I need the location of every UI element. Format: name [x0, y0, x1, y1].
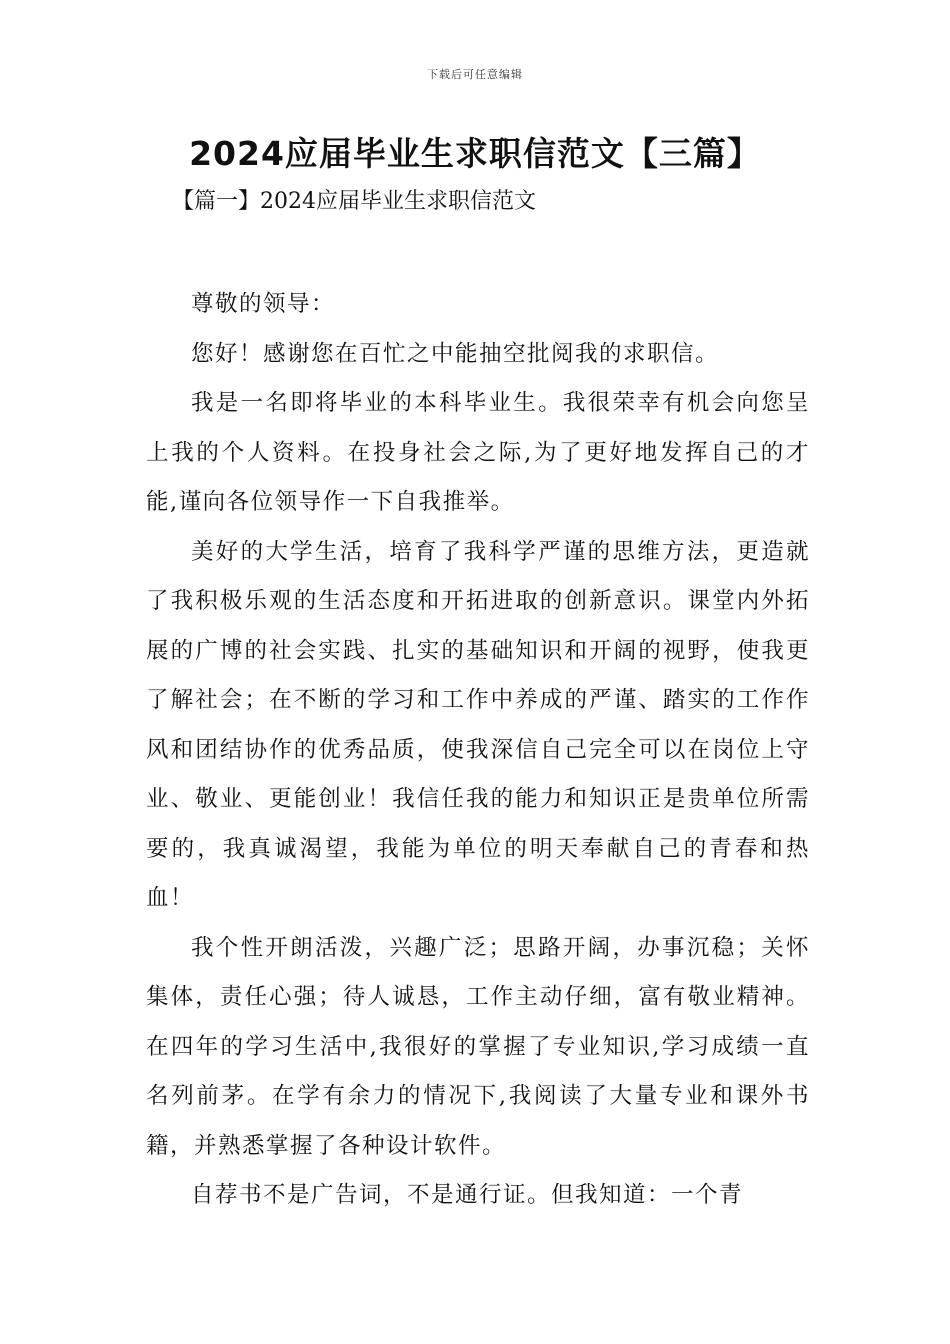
body-paragraph: 我是一名即将毕业的本科毕业生。我很荣幸有机会向您呈上我的个人资料。在投身社会之际,为了更好地发挥自己的才能,谨向各位领导作一下自我推举。: [146, 390, 810, 515]
salutation: 尊敬的领导：: [191, 291, 336, 317]
greeting-paragraph: 您好！感谢您在百忙之中能抽空批阅我的求职信。: [191, 340, 720, 367]
body-paragraph: 我个性开朗活泼，兴趣广泛；思路开阔，办事沉稳；关怀集体，责任心强；待人诚恳，工作主动仔细，富有敬业精神。在四年的学习生活中,我很好的掌握了专业知识,学习成绩一直名列前茅。在学有余力的情况下,我阅读了大量专业和课外书籍，并熟悉掌握了各种设计软件。: [146, 934, 810, 1159]
letter-body: [146, 280, 810, 1221]
header-note: 下载后可任意编辑: [427, 68, 523, 81]
document-title: 2024应届毕业生求职信范文【三篇】: [189, 134, 761, 173]
body-paragraph: 美好的大学生活，培育了我科学严谨的思维方法，更造就了我积极乐观的生活态度和开拓进取的创新意识。课堂内外拓展的广博的社会实践、扎实的基础知识和开阔的视野，使我更了解社会；在不断的学习和工作中养成的严谨、踏实的工作作风和团结协作的优秀品质，使我深信自己完全可以在岗位上守业、敬业、更能创业！我信任我的能力和知识正是贵单位所需要的，我真诚渴望，我能为单位的明天奉献自己的青春和热血！: [146, 538, 810, 911]
body-paragraph: 自荐书不是广告词，不是通行证。但我知道：一个青: [191, 1182, 744, 1208]
section-heading: 【篇一】2024应届毕业生求职信范文: [172, 189, 536, 214]
